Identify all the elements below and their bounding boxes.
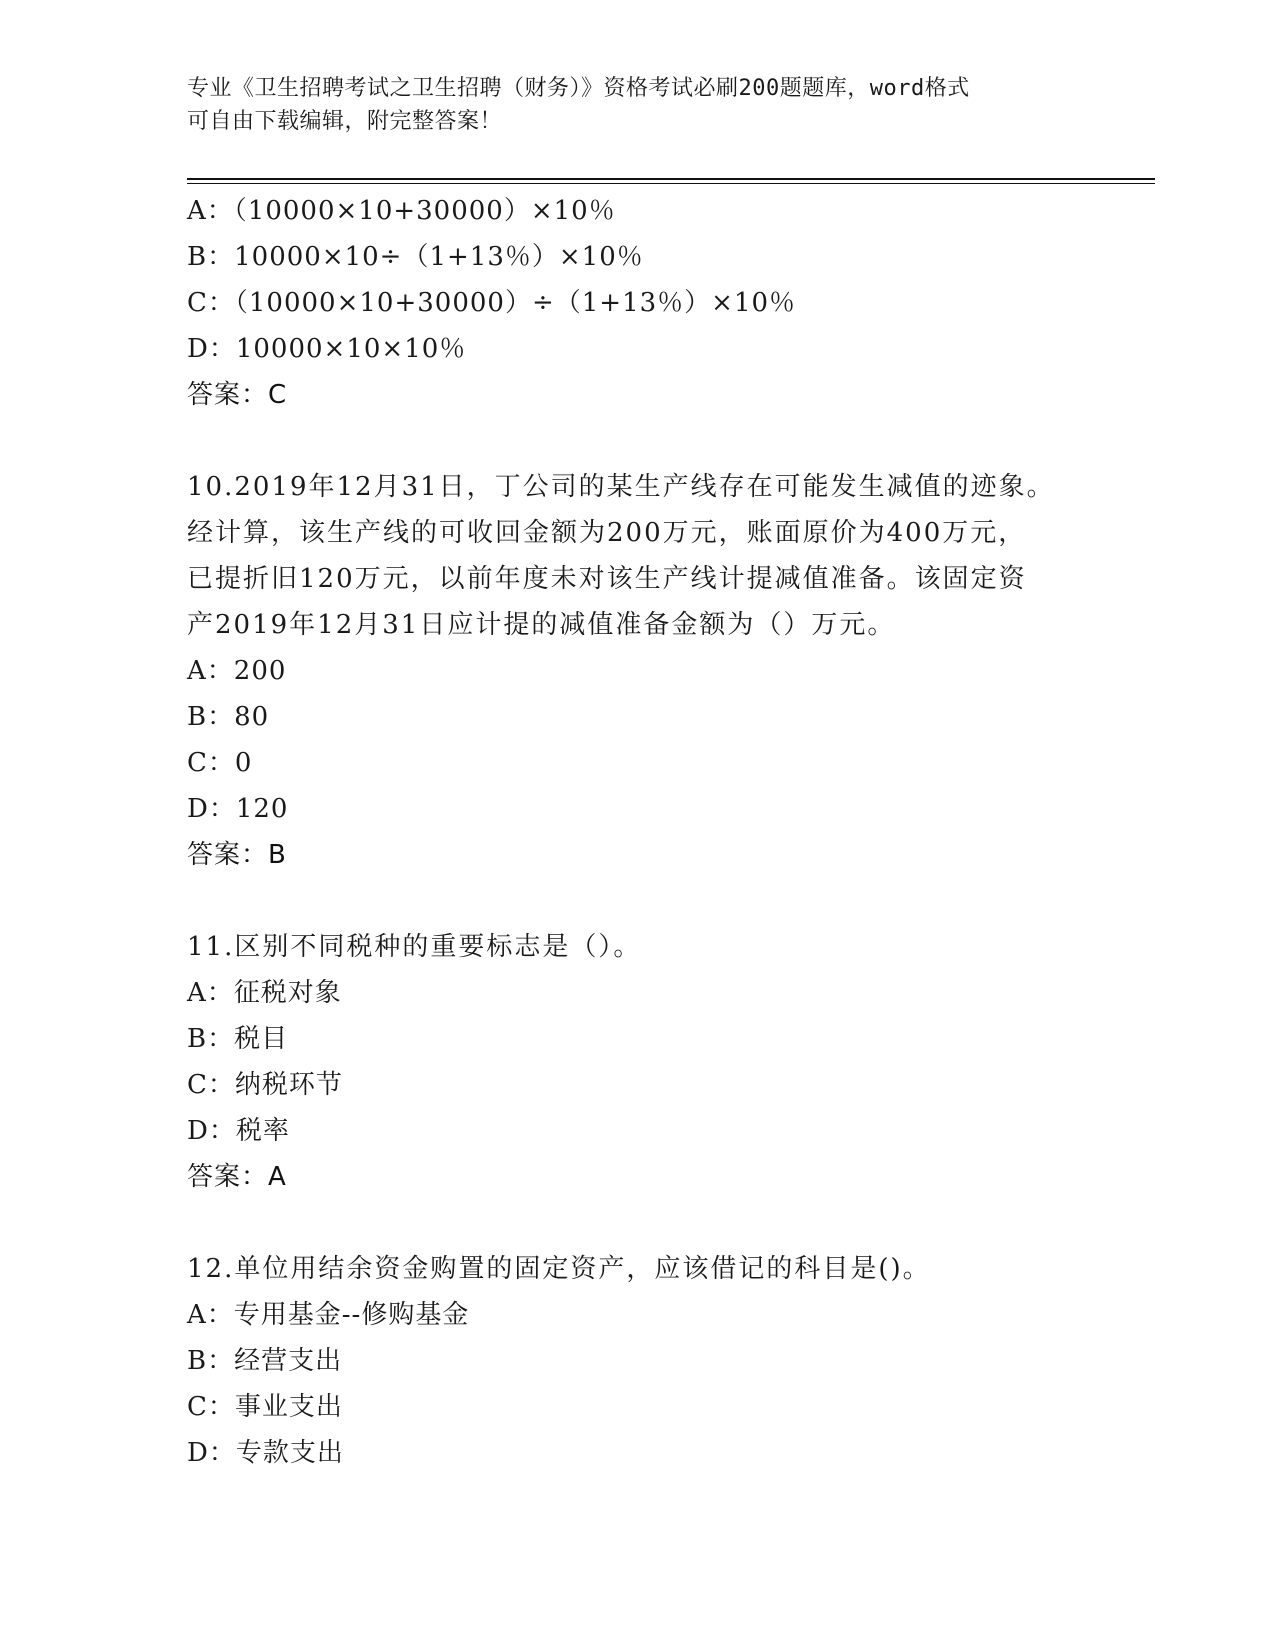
option-d: D：120 <box>187 794 289 824</box>
option-d: D：专款支出 <box>187 1438 344 1468</box>
header-title-line-2: 可自由下载编辑，附完整答案！ <box>187 109 503 134</box>
spacer <box>187 878 1087 924</box>
question-stem-line: 经计算，该生产线的可收回金额为200万元，账面原价为400万元， <box>187 518 1027 548</box>
spacer <box>187 418 1087 464</box>
option-d: D：税率 <box>187 1116 290 1146</box>
document-header <box>187 72 1087 138</box>
question-9 <box>187 188 1087 418</box>
option-a: A：专用基金--修购基金 <box>187 1300 470 1330</box>
question-stem <box>187 464 1087 648</box>
question-12 <box>187 1246 1087 1476</box>
question-stem-line: 产2019年12月31日应计提的减值准备金额为（）万元。 <box>187 610 896 640</box>
header-divider-thick <box>187 178 1155 180</box>
question-10 <box>187 464 1087 878</box>
option-b: B：80 <box>187 702 270 732</box>
answer-key: 答案：A <box>187 1162 287 1192</box>
answer-key: 答案：C <box>187 380 288 410</box>
question-stem-line: 10.2019年12月31日，丁公司的某生产线存在可能发生减值的迹象。 <box>187 472 1055 502</box>
option-c: C：纳税环节 <box>187 1070 343 1100</box>
question-stem-line: 已提折旧120万元，以前年度未对该生产线计提减值准备。该固定资 <box>187 564 1027 594</box>
option-b: B：税目 <box>187 1024 289 1054</box>
option-c: C：0 <box>187 748 253 778</box>
option-b: B：10000×10÷（1+13％）×10％ <box>187 242 644 272</box>
option-c: C：事业支出 <box>187 1392 343 1422</box>
question-stem-line: 12.单位用结余资金购置的固定资产，应该借记的科目是()。 <box>187 1254 931 1284</box>
spacer <box>187 1200 1087 1246</box>
question-stem <box>187 924 1087 970</box>
question-list <box>187 188 1087 1476</box>
question-stem <box>187 1246 1087 1292</box>
option-d: D：10000×10×10％ <box>187 334 467 364</box>
question-11 <box>187 924 1087 1200</box>
header-title-line-1: 专业《卫生招聘考试之卫生招聘（财务）》资格考试必刷200题题库，word格式 <box>187 76 970 101</box>
option-a: A：征税对象 <box>187 978 342 1008</box>
option-b: B：经营支出 <box>187 1346 343 1376</box>
header-divider-thin <box>187 183 1155 184</box>
option-a: A：200 <box>187 656 287 686</box>
option-c: C：（10000×10+30000）÷（1+13％）×10％ <box>187 288 797 318</box>
option-a: A：（10000×10+30000）×10％ <box>187 196 616 226</box>
answer-key: 答案：B <box>187 840 287 870</box>
question-stem-line: 11.区别不同税种的重要标志是（）。 <box>187 932 642 962</box>
